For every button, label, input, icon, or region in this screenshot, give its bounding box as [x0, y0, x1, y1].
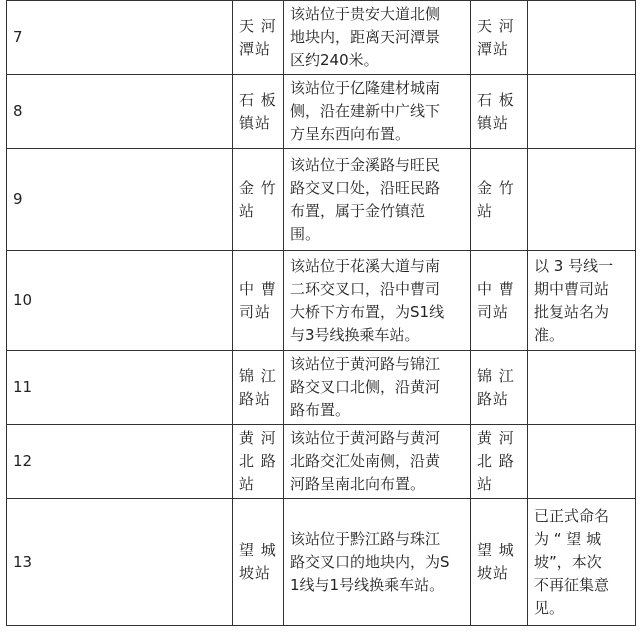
- station-description-line: 路交叉口的地块内，为S: [290, 552, 450, 571]
- station-description-line: 布置，属于金竹镇范: [290, 201, 426, 220]
- station-description-line: 该站位于黔江路与珠江: [290, 529, 441, 548]
- approved-name: [471, 499, 528, 626]
- station-description: [284, 499, 471, 626]
- station-description-line: 该站位于亿隆建材城南: [290, 79, 441, 97]
- station-description-line: 北路交汇处南侧，沿黄: [290, 452, 441, 470]
- approved-name-line: 石 板: [477, 90, 515, 109]
- station-description-line: 地块内，距离天河潭景: [290, 28, 441, 46]
- approved-name-line: 天 河: [477, 16, 515, 35]
- station-description-line: 该站位于花溪大道与南: [290, 256, 441, 275]
- remark: [528, 499, 636, 626]
- approved-name: [471, 351, 528, 425]
- station-description-line: 该站位于金溪路与旺民: [290, 155, 441, 174]
- remark-line: 以 3 号线一: [534, 256, 614, 275]
- row-number: 8: [7, 75, 233, 149]
- remark-line: 期中曹司站: [534, 279, 610, 298]
- remark: [528, 75, 636, 149]
- approved-name-line: 坡站: [477, 564, 510, 582]
- station-description-line: 路交叉口处，沿旺民路: [290, 178, 441, 197]
- approved-name-line: 站: [477, 475, 494, 493]
- station-name-line: 金 竹: [239, 178, 277, 197]
- station-description: [284, 351, 471, 425]
- station-description-line: 河路呈南北向布置。: [290, 475, 426, 493]
- station-name-line: 北 路: [239, 452, 277, 470]
- approved-name: [471, 75, 528, 149]
- approved-name-line: 站: [477, 201, 494, 220]
- remark-line: 见。: [534, 598, 565, 617]
- station-name: [233, 499, 284, 626]
- table-row: [7, 351, 636, 425]
- remark-line: 已正式命名: [534, 506, 610, 525]
- station-name: [233, 251, 284, 351]
- remark: [528, 149, 636, 251]
- row-number: 12: [7, 425, 233, 499]
- station-name-line: 中 曹: [239, 279, 277, 298]
- station-description-line: 该站位于黄河路与锦江: [290, 355, 441, 373]
- table-row: [7, 251, 636, 351]
- station-name-line: 黄 河: [239, 429, 277, 447]
- remark-line: 批复站名为: [534, 302, 610, 321]
- station-name-line: 锦 江: [239, 366, 277, 385]
- station-description: [284, 1, 471, 75]
- approved-name: [471, 149, 528, 251]
- remark-line: 为 “ 望 城: [534, 529, 602, 548]
- approved-name-line: 司站: [477, 302, 510, 321]
- remark: [528, 425, 636, 499]
- station-description: [284, 149, 471, 251]
- approved-name-line: 金 竹: [477, 178, 515, 197]
- station-description-line: 1线与1号线换乘车站。: [290, 575, 445, 594]
- station-description-line: 围。: [290, 224, 321, 243]
- station-description-line: 该站位于贵安大道北侧: [290, 5, 441, 23]
- station-name-line: 镇站: [239, 113, 272, 132]
- station-name-line: 石 板: [239, 90, 277, 109]
- station-name-line: 望 城: [239, 541, 277, 559]
- table-row: [7, 425, 636, 499]
- approved-name-line: 北 路: [477, 452, 515, 470]
- table-row: [7, 75, 636, 149]
- table-row: [7, 1, 636, 75]
- station-description-line: 区约240米。: [290, 51, 379, 69]
- station-name: [233, 75, 284, 149]
- row-number: 13: [7, 499, 233, 626]
- station-description: [284, 75, 471, 149]
- station-naming-table: [6, 0, 636, 626]
- station-name: [233, 1, 284, 75]
- approved-name: [471, 251, 528, 351]
- table-row: [7, 499, 636, 626]
- station-description-line: 路交叉口北侧，沿黄河: [290, 378, 441, 396]
- approved-name-line: 黄 河: [477, 429, 515, 447]
- row-number: 10: [7, 251, 233, 351]
- station-description: [284, 251, 471, 351]
- station-name-line: 路站: [239, 389, 272, 408]
- station-description-line: 与3号线换乘车站。: [290, 325, 420, 344]
- station-description: [284, 425, 471, 499]
- row-number: 11: [7, 351, 233, 425]
- station-name: [233, 351, 284, 425]
- station-name: [233, 425, 284, 499]
- station-description-line: 大桥下方布置，为S1线: [290, 302, 445, 321]
- approved-name-line: 路站: [477, 389, 510, 408]
- station-description-line: 方呈东西向布置。: [290, 125, 411, 143]
- station-description-line: 二环交叉口，沿中曹司: [290, 279, 441, 298]
- approved-name-line: 中 曹: [477, 279, 515, 298]
- station-description-line: 路布置。: [290, 401, 351, 419]
- row-number: 7: [7, 1, 233, 75]
- approved-name: [471, 425, 528, 499]
- station-description-line: 该站位于黄河路与黄河: [290, 429, 441, 447]
- remark: [528, 351, 636, 425]
- station-name-line: 站: [239, 201, 256, 220]
- remark: [528, 251, 636, 351]
- table-row: [7, 149, 636, 251]
- station-name-line: 潭站: [239, 39, 272, 58]
- remark-line: 不再征集意: [534, 575, 610, 594]
- station-name-line: 司站: [239, 302, 272, 321]
- table-body: [7, 1, 636, 626]
- row-number: 9: [7, 149, 233, 251]
- station-name-line: 站: [239, 475, 256, 493]
- station-name: [233, 149, 284, 251]
- station-name-line: 天 河: [239, 16, 277, 35]
- station-description-line: 侧，沿在建新中广线下: [290, 102, 441, 120]
- approved-name-line: 锦 江: [477, 366, 515, 385]
- approved-name-line: 镇站: [477, 113, 510, 132]
- approved-name-line: 潭站: [477, 39, 510, 58]
- remark: [528, 1, 636, 75]
- remark-line: 坡”，本次: [534, 552, 602, 571]
- remark-line: 准。: [534, 325, 565, 344]
- station-name-line: 坡站: [239, 564, 272, 582]
- approved-name-line: 望 城: [477, 541, 515, 559]
- approved-name: [471, 1, 528, 75]
